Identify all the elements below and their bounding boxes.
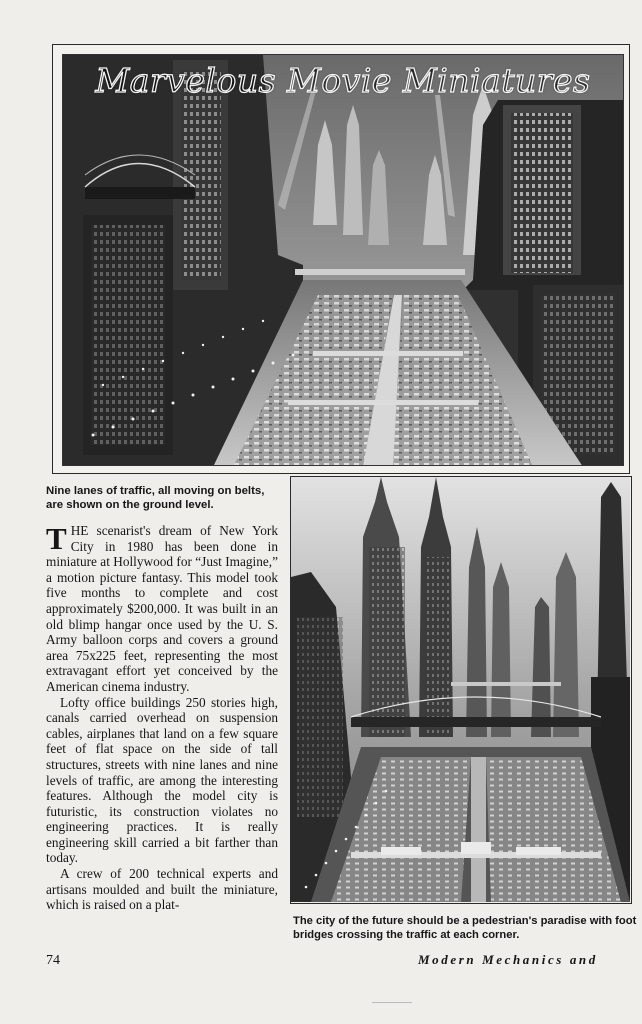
running-footer: Modern Mechanics and (418, 952, 598, 967)
caption-bottom-photo: The city of the future should be a pedestrian's paradise with foot bridges crossing the traffic at each corner. (293, 915, 637, 941)
drop-cap: T (46, 521, 67, 556)
article-paragraph-2: Lofty office buildings 250 stories high, canals carried overhead on suspension cables, airplanes that land on a few square feet of flat space on the side of tall structures, streets with nine lanes and nine levels of traffic, are among the interesting features. Although the model city is futuristic, its construction violates no engineering practices. It is really engineering skill carried a bit farther than today. (46, 694, 278, 866)
article-paragraph-3: A crew of 200 technical experts and artisans moulded and built the miniature, which is raised on a plat- (46, 866, 278, 913)
article-paragraph-1 (46, 523, 278, 695)
page-number: 74 (46, 953, 60, 968)
caption-top-photo: Nine lanes of traffic, all moving on belts, are shown on the ground level. (46, 485, 265, 511)
paper-mark (372, 1002, 412, 1003)
photo-miniature-city-skyline (290, 476, 632, 904)
photo-miniature-city-street (62, 54, 624, 466)
article-body (46, 523, 278, 913)
article-paragraph-1-text: HE scenarist's dream of New York City in 1980 has been done in miniature at Hollywood for “Just Imagine,” a motion picture fantasy. This model took five months to complete and cost approximately $200,000. It was built in an old blimp hangar once used by the U. S. Army balloon corps and covers a ground area 75x225 feet, representing the most extravagant effort yet conceived by the American cinema industry. (46, 523, 278, 694)
headline: Marvelous Movie Miniatures (95, 60, 591, 100)
